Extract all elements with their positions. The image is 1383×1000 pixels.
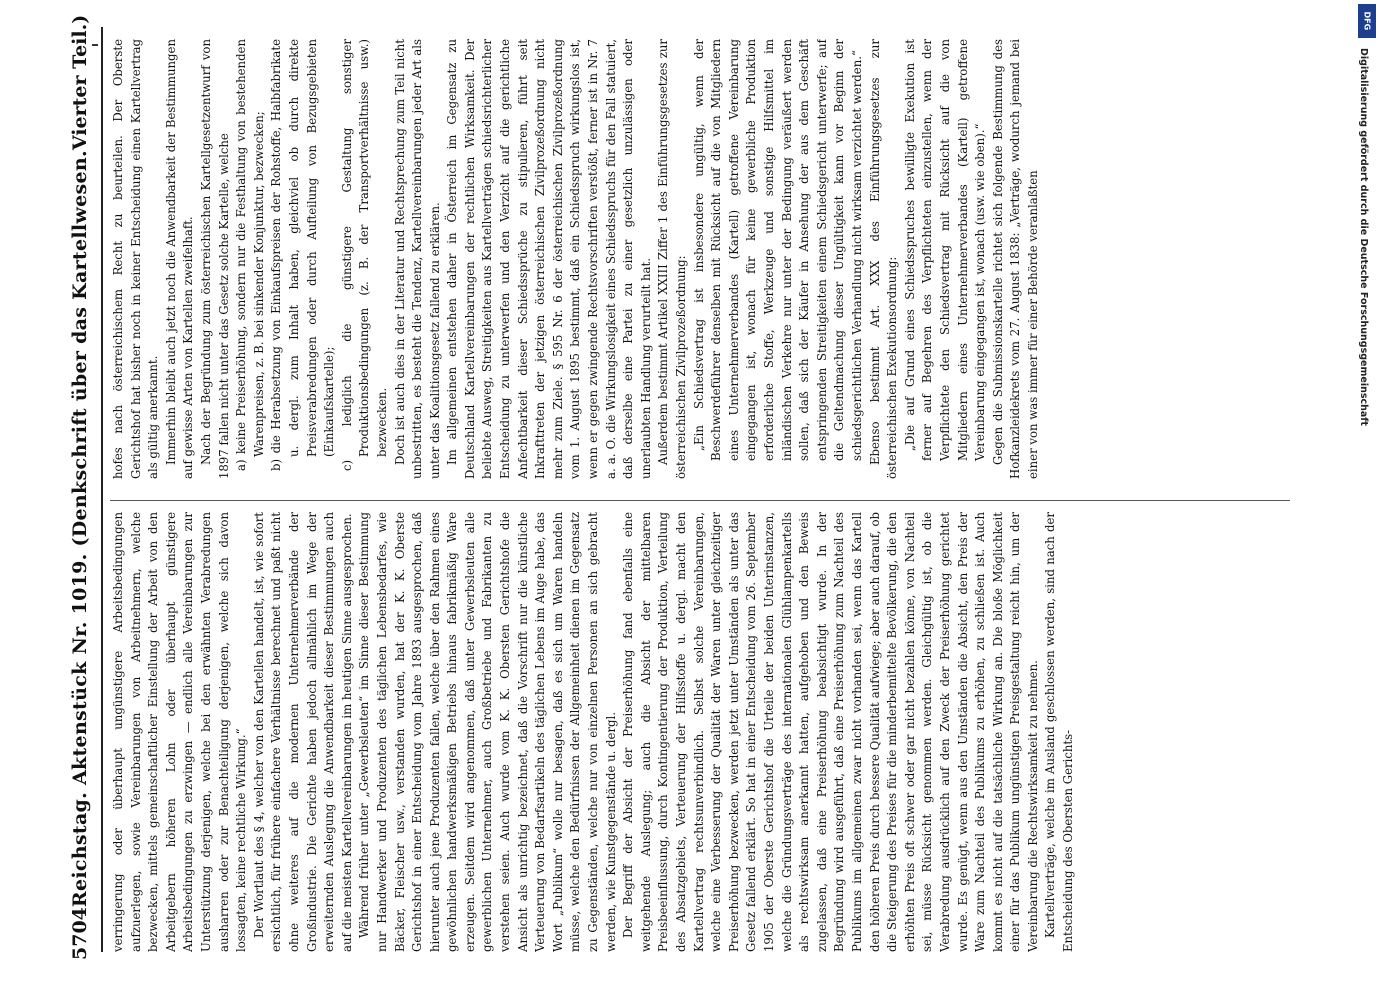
dfg-logo: DFG [1358, 4, 1376, 38]
paragraph: Gegen die Submissionskartelle richtet sich folgende Bestimmung des Hofkanzleidekrets vom 27. August 1838: „Verträge, wodurch jemand bei einer von was immer für einer Behörde veranlaßten [990, 39, 1040, 479]
paragraph: Der Wortlaut des § 4, welcher von den Kartellen handelt, ist, wie sofort ersichtlich, für frühere einfachere Verhältnisse berechnet und paßt nicht ohne weiteres auf die modernen Unternehmerverbände der Großindustrie. Die Gerichte haben jedoch allmählich im Wege der erweiternden Auslegung die Anwendbarkeit dieser Bestimmungen auch auf die meisten Kartellvereinbarungen im heutigen Sinne ausgesprochen. [251, 512, 354, 952]
quote: „Die auf Grund eines Schiedsspruches bewilligte Exekution ist ferner auf Begehren des Verpflichteten einzustellen, wenn der Verpflichtete den Schiedsvertrag mit Rücksicht auf die von Mitgliedern eines Unternehmerverbandes (Kartell) getroffene Vereinbarung eingegangen ist, wonach (usw. wie oben).“ [902, 39, 988, 461]
part-label: Vierter Teil.) [69, 14, 91, 151]
page-header [62, 14, 98, 960]
paragraph: Immerhin bleibt auch jetzt noch die Anwendbarkeit der Bestimmungen auf gewisse Arten von Kartellen zweifelhaft. [163, 39, 196, 479]
right-column [110, 39, 1295, 479]
column-divider [110, 500, 1290, 501]
page-number: 5704 [69, 907, 91, 960]
list-item: a) keine Preiserhöhung, sondern nur die Festhaltung von bestehenden Warenpreisen, z. B. bei sinkender Konjunktur, bezwecken; [234, 39, 266, 471]
paragraph: Ebenso bestimmt Art. XXX des Einführungsgesetzes zur österreichischen Exekutionsordnung: [867, 39, 900, 479]
paragraph: Nach der Begründung zum österreichischen Kartellgesetzentwurf von 1897 fallen nicht unter das Gesetz solche Kartelle, welche [198, 39, 231, 479]
paragraph: Kartellverträge, welche im Ausland geschlossen werden, sind nach der Entscheidung des Obersten Gerichts- [1043, 512, 1076, 952]
digitization-note-text: Digitalisierung gefördert durch die Deutsche Forschungsgemeinschaft [1358, 48, 1369, 426]
list-item: c) lediglich die günstigere Gestaltung sonstiger Produktionsbedingungen (z. B. der Transportverhältnisse usw.) bezwecken. [339, 39, 389, 471]
mark-tick [92, 44, 98, 46]
page-title: Reichstag. Aktenstück Nr. 1019. (Denkschrift über das Kartellwesen. [69, 150, 91, 908]
list-item: b) die Herabsetzung von Einkaufspreisen der Rohstoffe, Halbfabrikate u. dergl. zum Inhalt haben, gleichviel ob durch direkte Preisverabredungen oder durch Aufteilung von Bezugsgebieten (Einkaufskartelle); [269, 39, 337, 471]
paragraph: hofes nach österreichischem Recht zu beurteilen. Der Oberste Gerichtshof hat bisher noch in keiner Entscheidung einen Kartellvertrag als gültig anerkannt. [111, 39, 161, 479]
header-rule [101, 27, 103, 952]
paragraph: Während früher unter „Gewerbsleuten“ im Sinne dieser Bestimmung nur Handwerker und Produzenten des täglichen Lebensbedarfes, wie Bäcker, Fleischer usw., verstanden wurden, hat der K. K. Oberste Gerichtshof in einer Entscheidung vom Jahre 1893 ausgesprochen, daß hierunter auch jene Produzenten fallen, welche über den Rahmen eines gewöhnlichen handwerksmäßigen Betriebs hinaus fabrikmäßig Ware erzeugen. Seitdem wird angenommen, daß unter Gewerbsleuten alle gewerblichen Unternehmer, auch Großbetriebe und Fabrikanten zu verstehen seien. Auch wurde vom K. K. Obersten Gerichtshofe die Ansicht als unrichtig bezeichnet, daß die Vorschrift nur die künstliche Verteuerung von Bedarfsartikeln des täglichen Lebens im Auge habe, das Wort „Publikum“ wolle nur besagen, daß es sich um Waren handeln müsse, welche den Bedürfnissen der Allgemeinheit dienen im Gegensatz zu Gegenständen, welche nur von einzelnen Personen an sich gebracht werden, wie Kunstgegenstände u. dergl. [357, 512, 618, 952]
paragraph: verringerung oder überhaupt ungünstigere Arbeitsbedingungen aufzuerlegen, sowie Vereinbarungen von Arbeitnehmern, welche bezwecken, mittels gemeinschaftlicher Einstellung der Arbeit von den Arbeitgebern höheren Lohn oder überhaupt günstigere Arbeitsbedingungen zu erzwingen — endlich alle Vereinbarungen zur Unterstützung derjenigen, welche bei den erwähnten Verabredungen ausharren oder zur Benachteiligung derjenigen, welche sich davon lossagten, keine rechtliche Wirkung.“ [111, 512, 249, 952]
quote: „Ein Schiedsvertrag ist insbesondere ungültig, wenn der Beschwerdeführer denselben mit Rücksicht auf die von Mitgliedern eines Unternehmerverbandes (Kartell) getroffene Vereinbarung eingegangen ist, wonach für keine gewerbliche Produktion erforderliche Stoffe, Werkzeuge und sonstige Hilfsmittel im inländischen Verkehre nur unter der Bedingung veräußert werden sollen, daß sich der Käufer in Ansehung der aus dem Geschäft entspringenden Streitigkeiten einem Schiedsgericht unterwerfe; auf die Geltendmachung dieser Ungültigkeit kann vor Beginn der schiedsgerichtlichen Verhandlung nicht wirksam verzichtet werden.“ [691, 39, 864, 461]
paragraph: Doch ist auch dies in der Literatur und Rechtsprechung zum Teil nicht unbestritten, es besteht die Tendenz, Kartellvereinbarungen jeder Art als unter das Koalitionsgesetz fallend zu erklären. [392, 39, 442, 479]
digitization-note [1355, 8, 1375, 798]
left-column [110, 512, 1295, 952]
paragraph: Der Begriff der Absicht der Preiserhöhung fand ebenfalls eine weitgehende Auslegung; auch die Absicht der mittelbaren Preisbeeinflussung, durch Kontingentierung der Produktion, Verteilung des Absatzgebiets, Verteuerung der Hilfsstoffe u. dergl. macht den Kartellvertrag rechtsunverbindlich. Selbst solche Vereinbarungen, welche eine Verbesserung der Qualität der Waren unter gleichzeitiger Preiserhöhung bezwecken, werden jetzt unter Umständen als unter das Gesetz fallend erklärt. So hat in einer Entscheidung vom 26. September 1905 der Oberste Gerichtshof die Urteile der beiden Unterinstanzen, welche die Gründungsverträge des internationalen Glühlampenkartells als rechtswirksam anerkannt hatten, aufgehoben und den Beweis zugelassen, daß eine Preiserhöhung beabsichtigt wurde. In der Begründung wird ausgeführt, daß eine Preiserhöhung zum Nachteil des Publikums im allgemeinen zwar nicht vorhanden sei, wenn das Kartell den höheren Preis durch bessere Qualität aufwiege; aber auch darauf, ob die Steigerung des Preises für die minderbemittelte Bevölkerung, die den erhöhten Preis oft schwer oder gar nicht bezahlen könne, von Nachteil sei, müsse Rücksicht genommen werden. Gleichgültig ist, ob die Verabredung ausdrücklich auf den Zweck der Preiserhöhung gerichtet wurde. Es genügt, wenn aus den Umständen die Absicht, den Preis der Ware zum Nachteil des Publikums zu erhöhen, zu schließen ist. Auch kommt es nicht auf die tatsächliche Wirkung an. Die bloße Möglichkeit einer für das Publikum ungünstigen Preisgestaltung reicht hin, um der Vereinbarung die Rechtswirksamkeit zu nehmen. [621, 512, 1040, 952]
paragraph: Außerdem bestimmt Artikel XXIII Ziffer 1 des Einführungsgesetzes zur österreichischen Zivilprozeßordnung: [656, 39, 688, 479]
paragraph: Im allgemeinen entstehen daher in Österreich im Gegensatz zu Deutschland Kartellvereinbarungen der rechtlichen Wirksamkeit. Der beliebte Ausweg, Streitigkeiten aus Kartellverträgen schiedsrichterlicher Entscheidung zu unterwerfen und den Verzicht auf die gerichtliche Anfechtbarkeit dieser Schiedssprüche zu stipulieren, führt seit Inkrafttreten der jetzigen österreichischen Zivilprozeßordnung nicht mehr zum Ziele. § 595 Nr. 6 der österreichischen Zivilprozeßordnung vom 1. August 1895 bestimmt, daß ein Schiedsspruch wirkungslos ist, wenn er gegen zwingende Rechtsvorschriften verstößt, ferner ist in Nr. 7 a. a. O. die Wirkungslosigkeit eines Schiedsspruchs für den Fall statuiert, daß derselbe eine Partei zu einer gesetzlich unzulässigen oder unerlaubten Handlung verurteilt hat. [445, 39, 653, 479]
